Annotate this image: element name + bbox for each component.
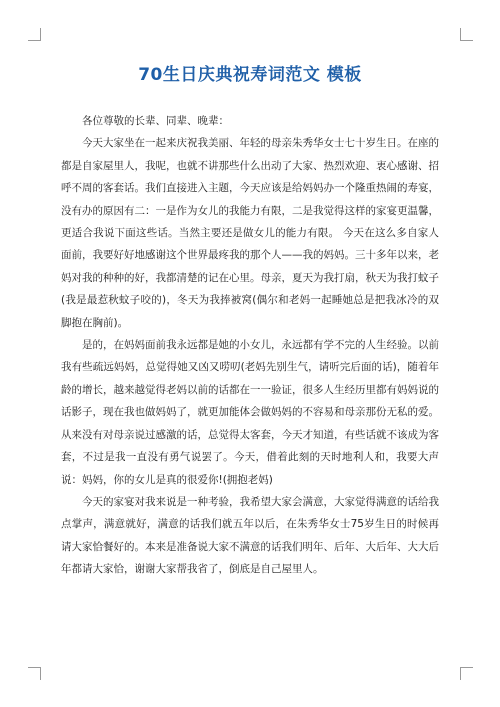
paragraph-1: 今天大家坐在一起来庆祝我美丽、年轻的母亲朱秀华女士七十岁生日。在座的都是自家屋里人，我呢，也就不讲那些什么出动了大家、热烈欢迎、衷心感谢、招呼不周的客套话。我们直接进入主题，今天应该是给妈妈办一个隆重热闹的寿宴，没有办的原因有二：一是作为女儿的我能力有限，二是我觉得这样的家宴更温馨，更适合我说下面这些话。当然主要还是做女儿的能力有限。 今天在这么多自家人面前，我要好好地感谢这个世界最疼我的那个人——我的妈妈。三十多年以来，老妈对我的种种的好，我都清楚的记在心里。母亲，夏天为我打扇，秋天为我打蚊子(我是最惹秋蚊子咬的)，冬天为我捧被窝(偶尔和老妈一起睡她总是把我冰冷的双脚抱在胸前)。 xyxy=(61,137,439,329)
document-title: 70生日庆典祝寿词范文 模板 xyxy=(138,65,362,85)
crop-mark-top-right xyxy=(460,28,473,41)
document-body xyxy=(61,110,439,581)
paragraph-2: 是的，在妈妈面前我永远都是她的小女儿，永远都有学不完的人生经验。以前我有些疏远妈妈，总觉得她又凶又唠叨(老妈先别生气，请听完后面的话)，随着年龄的增长，越来越觉得老妈以前的话都在一一验证，很多人生经历里都有妈妈说的话影子，现在我也做妈妈了，就更加能体会做妈妈的不容易和母亲那份无私的爱。从来没有对母亲说过感激的话，总觉得太客套，今天才知道，有些话就不该成为客套，不过是我一直没有勇气说罢了。今天，借着此刻的天时地利人和，我要大声说：妈妈，你的女儿是真的很爱你!(拥抱老妈) xyxy=(61,339,439,486)
crop-mark-top-left xyxy=(28,28,41,41)
greeting-line: 各位尊敬的长辈、同辈、晚辈： xyxy=(82,115,229,127)
crop-mark-bottom-left xyxy=(28,667,41,680)
crop-mark-bottom-right xyxy=(460,667,473,680)
paragraph-3: 今天的家宴对我来说是一种考验，我希望大家会满意，大家觉得满意的话给我点掌声，满意就好，满意的话我们就五年以后，在朱秀华女士75岁生日的时候再请大家恰餐好的。本来是准备说大家不满意的话我们明年、后年、大后年、大大后年都请大家恰，谢谢大家帮我省了，倒底是自己屋里人。 xyxy=(61,495,439,576)
